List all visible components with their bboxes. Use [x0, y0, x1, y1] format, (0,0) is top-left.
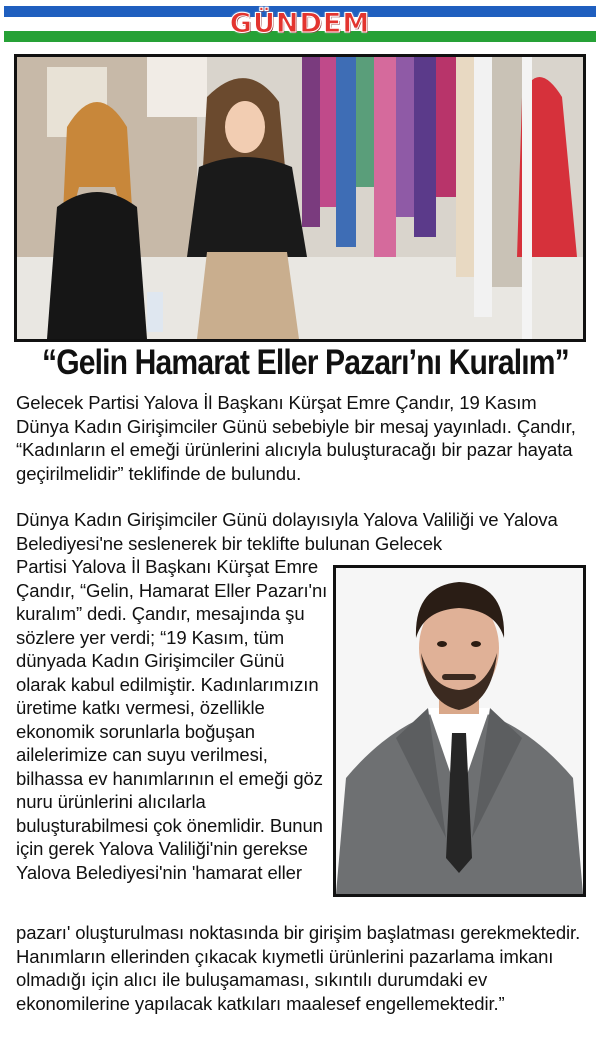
article-paragraph-2-wrapped: Partisi Yalova İl Başkanı Kürşat Emre Çandır, “Gelin, Hamarat Eller Pazarı'nı kuralım” dedi. Çandır, mesajında şu sözlere yer verdi; “19 Kasım, tüm dünyada Kadın Girişimciler Günü olarak kabul edilmiştir. Kadınlarımızın üretime katkı vermesi, özellikle ekonomik sorunlarla boğuşan ailelerimize can suyu verilmesi, bilhassa ev hanımlarının el emeği göz nuru ürünlerini alıcılarla buluşturabilmesi çok önemlidir. Bunun için gerek Yalova Valiliği'nin gerekse Yalova Belediyesi'nin 'hamarat eller — [16, 556, 328, 883]
market-photo — [14, 54, 586, 342]
article-headline: “Gelin Hamarat Eller Pazarı’nı Kuralım” — [42, 343, 569, 382]
section-banner — [4, 6, 596, 42]
article-paragraph-2-lead: Dünya Kadın Girişimciler Günü dolayısıyla Yalova Valiliği ve Yalova Belediyesi'ne seslenerek bir teklifte bulunan Gelecek — [16, 509, 558, 554]
market-photo-illustration — [17, 57, 583, 339]
article-paragraph-1: Gelecek Partisi Yalova İl Başkanı Kürşat Emre Çandır, 19 Kasım Dünya Kadın Girişimciler Günü sebebiyle bir mesaj yayınladı. Çandır, “Kadınların el emeği ürünlerini alıcıyla buluşturacağı bir pazar hayata geçirilmelidir” teklifinde de bulundu. — [16, 392, 576, 484]
portrait-illustration — [336, 568, 583, 894]
article-paragraph-2-rest: pazarı' oluşturulması noktasında bir girişim başlatması gerekmektedir. Hanımların ellerinden çıkacak kıymetli ürünlerini pazarlama imkanı olmadığı için alıcı ile buluşamaması, sıkıntılı durumdaki ev ekonomilerine yapılacak katkıları maalesef engellemektedir.” — [16, 922, 581, 1014]
section-title: GÜNDEM — [229, 8, 371, 39]
portrait-photo — [333, 565, 586, 897]
